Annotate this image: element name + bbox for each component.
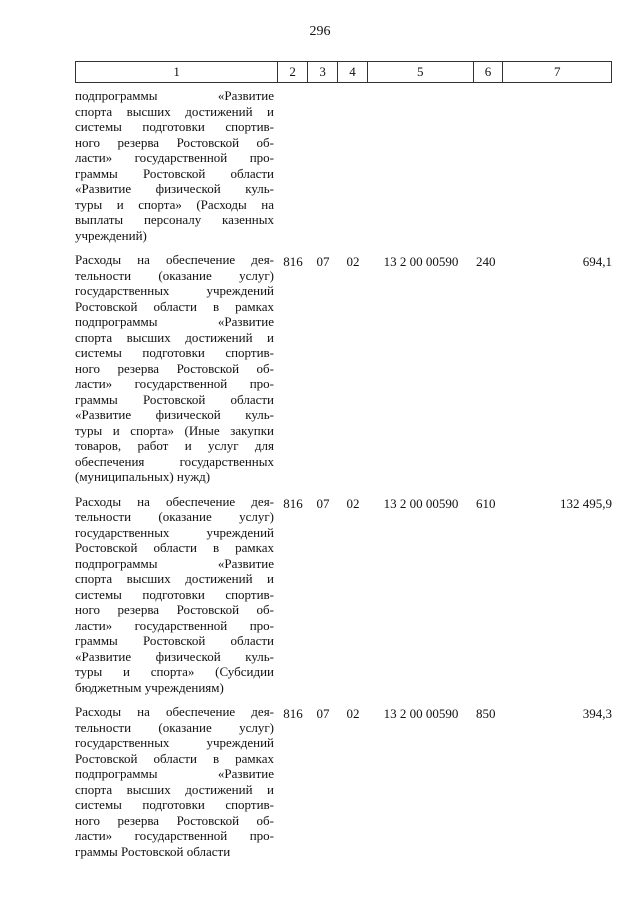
description-line: Ростовской области в рамках [75,750,274,766]
description-line: спорта высших достижений и [75,329,274,345]
amount-cell: 394,3 [582,706,612,721]
description-line: «Развитие физической куль- [75,407,274,422]
description-line: ласти» государственной про- [75,828,274,843]
section-code-cell: 07 [316,706,330,721]
description-line: ного резерва Ростовской об- [75,602,274,617]
amount-cell: 132 495,9 [560,495,612,511]
description-line: спорта высших достижений и [75,571,274,586]
header-cell-6: 6 [474,62,504,82]
description-line: ного резерва Ростовской об- [75,134,274,150]
description-line: Ростовской области в рамках [75,298,274,314]
header-cell-4: 4 [338,62,368,82]
header-cell-3: 3 [308,62,338,82]
target-article-cell: 13 2 00 00590 [383,254,459,269]
description-cell [75,252,278,485]
ministry-code-cell: 816 [283,495,303,511]
description-line: товаров, работ и услуг для [75,438,274,453]
description-cell [75,704,278,859]
description-line: спорта высших достижений и [75,781,274,797]
ministry-code-cell [278,88,308,243]
description-line: выплаты персоналу казенных [75,212,274,227]
description-line: подпрограммы «Развитие [75,555,274,571]
header-cell-5: 5 [368,62,474,82]
description-line: системы подготовки спортив- [75,797,274,812]
description-line: туры и спорта» (Расходы на [75,196,274,212]
description-line: ного резерва Ростовской об- [75,812,274,828]
target-article-cell: 13 2 00 00590 [383,706,459,721]
description-line: учреждений) [75,227,147,243]
table-row [75,88,612,243]
amount-cell [504,88,612,243]
description-line: «Развитие физической куль- [75,181,274,196]
description-cell [75,494,278,696]
target-article-cell [368,88,474,243]
description-line: спорта высших достижений и [75,103,274,119]
description-line: ласти» государственной про- [75,617,274,633]
header-cell-2: 2 [278,62,308,82]
description-cell [75,88,278,243]
description-line: тельности (оказание услуг) [75,267,274,283]
table-row [75,704,612,859]
description-line: туры и спорта» (Субсидии [75,664,274,679]
amount-cell: 694,1 [582,254,612,269]
subsection-code-cell [338,88,368,243]
description-line: системы подготовки спортив- [75,586,274,602]
page-number: 296 [309,24,331,39]
description-line: обеспечения государственных [75,453,274,469]
table-row [75,252,612,485]
description-line: граммы Ростовской области [75,633,274,648]
description-line: тельности (оказание услуг) [75,509,274,524]
description-line: граммы Ростовской области [75,165,274,181]
description-line: бюджетным учреждениям) [75,679,224,695]
description-line: Расходы на обеспечение дея- [75,493,274,509]
description-line: ного резерва Ростовской об- [75,360,274,376]
description-line: системы подготовки спортив- [75,345,274,360]
subsection-code-cell: 02 [346,495,360,511]
description-line: системы подготовки спортив- [75,119,274,134]
description-line: государственных учреждений [75,735,274,750]
table-header-row [75,61,612,83]
description-line: тельности (оказание услуг) [75,719,274,735]
header-cell-1: 1 [76,62,278,82]
expense-type-cell: 850 [476,706,496,721]
table-body [75,88,612,868]
section-code-cell: 07 [316,495,330,511]
description-line: граммы Ростовской области [75,391,274,407]
table-row [75,494,612,696]
subsection-code-cell: 02 [346,706,360,721]
description-line: Расходы на обеспечение дея- [75,704,274,719]
section-code-cell [308,88,338,243]
description-line: Расходы на обеспечение дея- [75,252,274,267]
expense-type-cell [474,88,504,243]
description-line: подпрограммы «Развитие [75,766,274,781]
description-line: ласти» государственной про- [75,376,274,391]
header-cell-7: 7 [553,64,561,79]
description-line: государственных учреждений [75,524,274,540]
description-line: государственных учреждений [75,283,274,298]
description-line: (муниципальных) нужд) [75,469,211,484]
ministry-code-cell: 816 [283,706,303,721]
subsection-code-cell: 02 [346,254,360,269]
description-line: туры и спорта» (Иные закупки [75,422,274,438]
description-line: подпрограммы «Развитие [75,314,274,329]
description-line: граммы Ростовской области [75,843,231,859]
ministry-code-cell: 816 [283,254,303,269]
description-line: Ростовской области в рамках [75,540,274,555]
description-line: ласти» государственной про- [75,150,274,165]
target-article-cell: 13 2 00 00590 [383,495,459,511]
expense-type-cell: 610 [476,495,496,511]
expense-type-cell: 240 [476,254,496,269]
section-code-cell: 07 [316,254,330,269]
description-line: «Развитие физической куль- [75,648,274,664]
description-line: подпрограммы «Развитие [75,88,274,103]
